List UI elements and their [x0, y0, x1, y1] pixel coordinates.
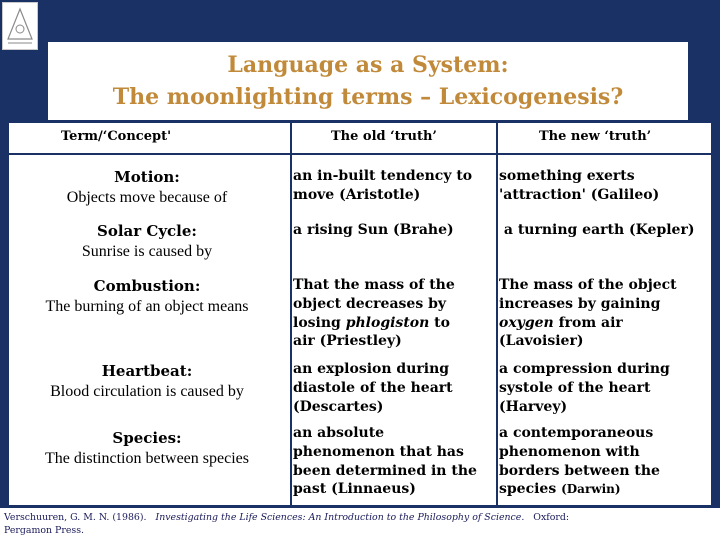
old-truth-cell: an explosion during diastole of the heart (Descartes) [293, 361, 453, 415]
old-truth-emphasis: phlogiston [345, 314, 430, 331]
term-description: Sunrise is caused by [81, 243, 213, 260]
term-label: Motion: [114, 168, 180, 186]
old-truth-cell: an in-built tendency to move (Aristotle) [293, 168, 473, 203]
old-truth-cell: a rising Sun (Brahe) [293, 222, 454, 238]
old-truth-cell [293, 276, 491, 351]
slide-title-line-1: Language as a System: [227, 52, 509, 78]
term-description: The distinction between species [45, 450, 249, 467]
old-truth-text-end: to air (Priestley) [293, 314, 450, 350]
term-label: Combustion: [93, 277, 201, 295]
header-old-truth: The old ‘truth’ [331, 129, 437, 144]
new-truth-attribution: (Darwin) [561, 482, 621, 497]
old-truth-cell: an absolute phenomenon that has been determined in the past (Linnaeus) [293, 425, 477, 498]
term-cell [9, 221, 285, 263]
new-truth-text-end: from air (Lavoisier) [499, 314, 623, 350]
term-cell [9, 276, 285, 318]
term-cell [9, 167, 285, 209]
header-new-truth: The new ‘truth’ [539, 129, 652, 144]
term-label: Species: [112, 429, 182, 447]
new-truth-cell: a compression during systole of the heart (Harvey) [499, 361, 670, 415]
term-description: Blood circulation is caused by [50, 383, 244, 400]
term-description: The burning of an object means [45, 298, 249, 315]
citation-authors: Verschuuren, G. M. N. (1986). [4, 512, 147, 523]
title-panel [48, 42, 688, 120]
new-truth-cell [499, 424, 709, 499]
column-divider [290, 123, 292, 505]
term-label: Heartbeat: [101, 362, 193, 380]
comparison-table [9, 123, 711, 505]
slide-title-line-2: The moonlighting terms – Lexicogenesis? [112, 84, 624, 110]
header-term-concept: Term/‘Concept' [61, 129, 172, 144]
new-truth-cell: something exerts 'attraction' (Galileo) [499, 168, 660, 203]
new-truth-text: The mass of the object increases by gaining [499, 277, 677, 312]
citation-publisher: Pergamon Press. [4, 525, 84, 536]
term-description: Objects move because of [66, 189, 228, 206]
term-cell [9, 428, 285, 470]
table-header-row [9, 123, 711, 153]
column-divider [496, 123, 498, 505]
term-label: Solar Cycle: [97, 222, 197, 240]
citation-footer [0, 508, 720, 540]
term-cell [9, 361, 285, 403]
old-truth-text: That the mass of the object decreases by losing [293, 277, 455, 331]
logo-emblem [2, 2, 38, 50]
new-truth-emphasis: oxygen [499, 314, 554, 331]
citation-place: Oxford: [533, 512, 570, 523]
citation-book-title: Investigating the Life Sciences: An Introduction to the Philosophy of Science. [155, 512, 525, 523]
new-truth-cell [499, 276, 709, 351]
triangle-emblem-logo-icon [3, 3, 37, 49]
header-divider [9, 153, 711, 155]
new-truth-cell: a turning earth (Kepler) [499, 222, 695, 238]
citation-line-1 [4, 512, 569, 524]
new-truth-text: a contemporaneous phenomenon with borders between the species [499, 425, 660, 498]
